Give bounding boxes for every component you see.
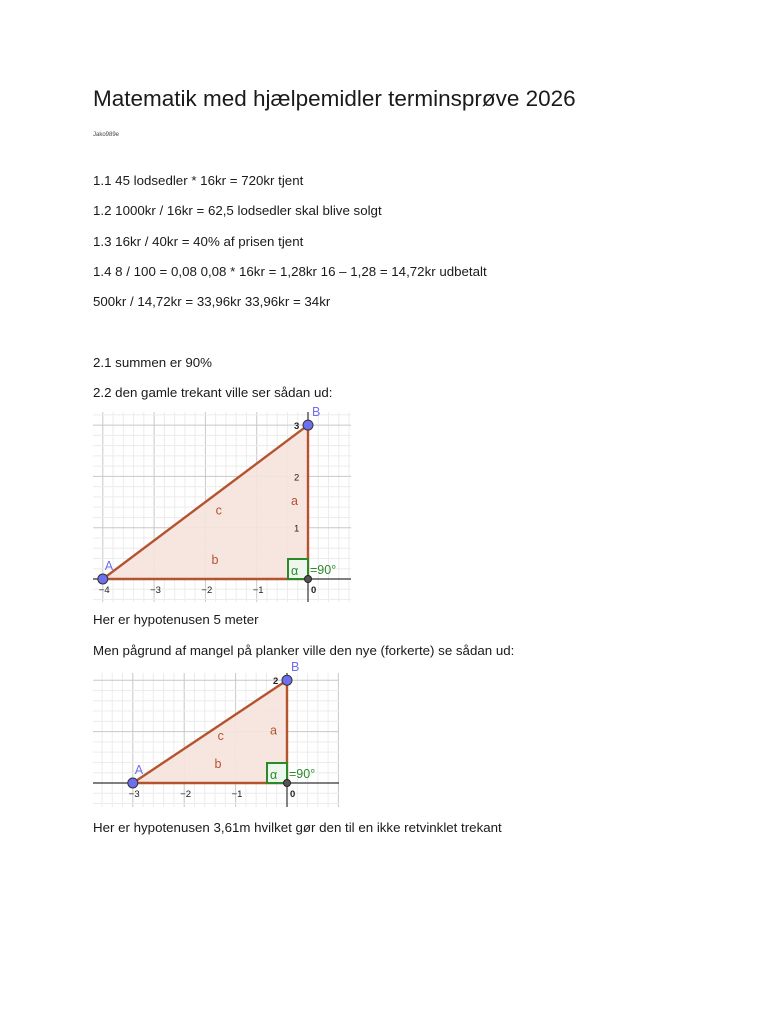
x-tick-label: −3 [150,585,161,596]
triangle-figure-new [93,660,339,807]
angle-value: =90° [289,767,316,781]
point-a-label: A [134,763,144,777]
y-tick-label: 2 [273,676,279,688]
y-tick-label: 1 [294,523,300,535]
triangle-figure-old [93,405,351,602]
x-tick-label: −1 [231,789,243,800]
x-tick-label: −2 [180,789,192,800]
page-title: Matematik med hjælpemidler terminsprøve 2026 [93,86,576,111]
x-tick-label: −2 [201,585,213,596]
x-tick-label: 0 [311,585,317,596]
angle-value: =90° [310,563,337,577]
point-b [303,420,313,430]
answer-1-4-continued: 500kr / 14,72kr = 33,96kr 33,96kr = 34kr [93,294,331,309]
point-b [282,675,292,685]
answer-1-3: 1.3 16kr / 40kr = 40% af prisen tjent [93,234,304,249]
geogebra-plot-old [93,405,351,602]
hypotenuse-new: Her er hypotenusen 3,61m hvilket gør den til en ikke retvinklet trekant [93,820,502,835]
new-triangle-intro: Men pågrund af mangel på planker ville den nye (forkerte) se sådan ud: [93,643,515,658]
angle-label: α [270,768,278,782]
author-name: Jako989e [93,132,120,138]
side-c-label: c [215,503,222,518]
side-b-label: b [211,553,219,567]
point-a [128,778,138,788]
side-b-label: b [214,757,222,771]
side-a-label: a [291,494,298,509]
angle-label: α [291,564,299,578]
y-tick-label: 2 [294,472,300,484]
side-a-label: a [270,723,277,738]
point-a-label: A [104,559,114,573]
point-b-label: B [312,405,321,420]
point-a [98,574,108,584]
answer-2-2: 2.2 den gamle trekant ville ser sådan ud: [93,385,333,400]
x-tick-label: 0 [290,789,296,800]
answer-1-4: 1.4 8 / 100 = 0,08 0,08 * 16kr = 1,28kr 16 – 1,28 = 14,72kr udbetalt [93,264,487,279]
x-tick-label: −1 [252,585,264,596]
y-tick-label: 3 [294,421,300,433]
side-c-label: c [217,728,224,743]
point-b-label: B [291,660,300,675]
answer-1-2: 1.2 1000kr / 16kr = 62,5 lodsedler skal blive solgt [93,203,382,218]
hypotenuse-old: Her er hypotenusen 5 meter [93,612,259,627]
answer-1-1: 1.1 45 lodsedler * 16kr = 720kr tjent [93,173,304,188]
x-tick-label: −4 [98,585,110,596]
geogebra-plot-new [93,660,339,807]
answer-2-1: 2.1 summen er 90% [93,355,212,370]
x-tick-label: −3 [128,789,140,800]
